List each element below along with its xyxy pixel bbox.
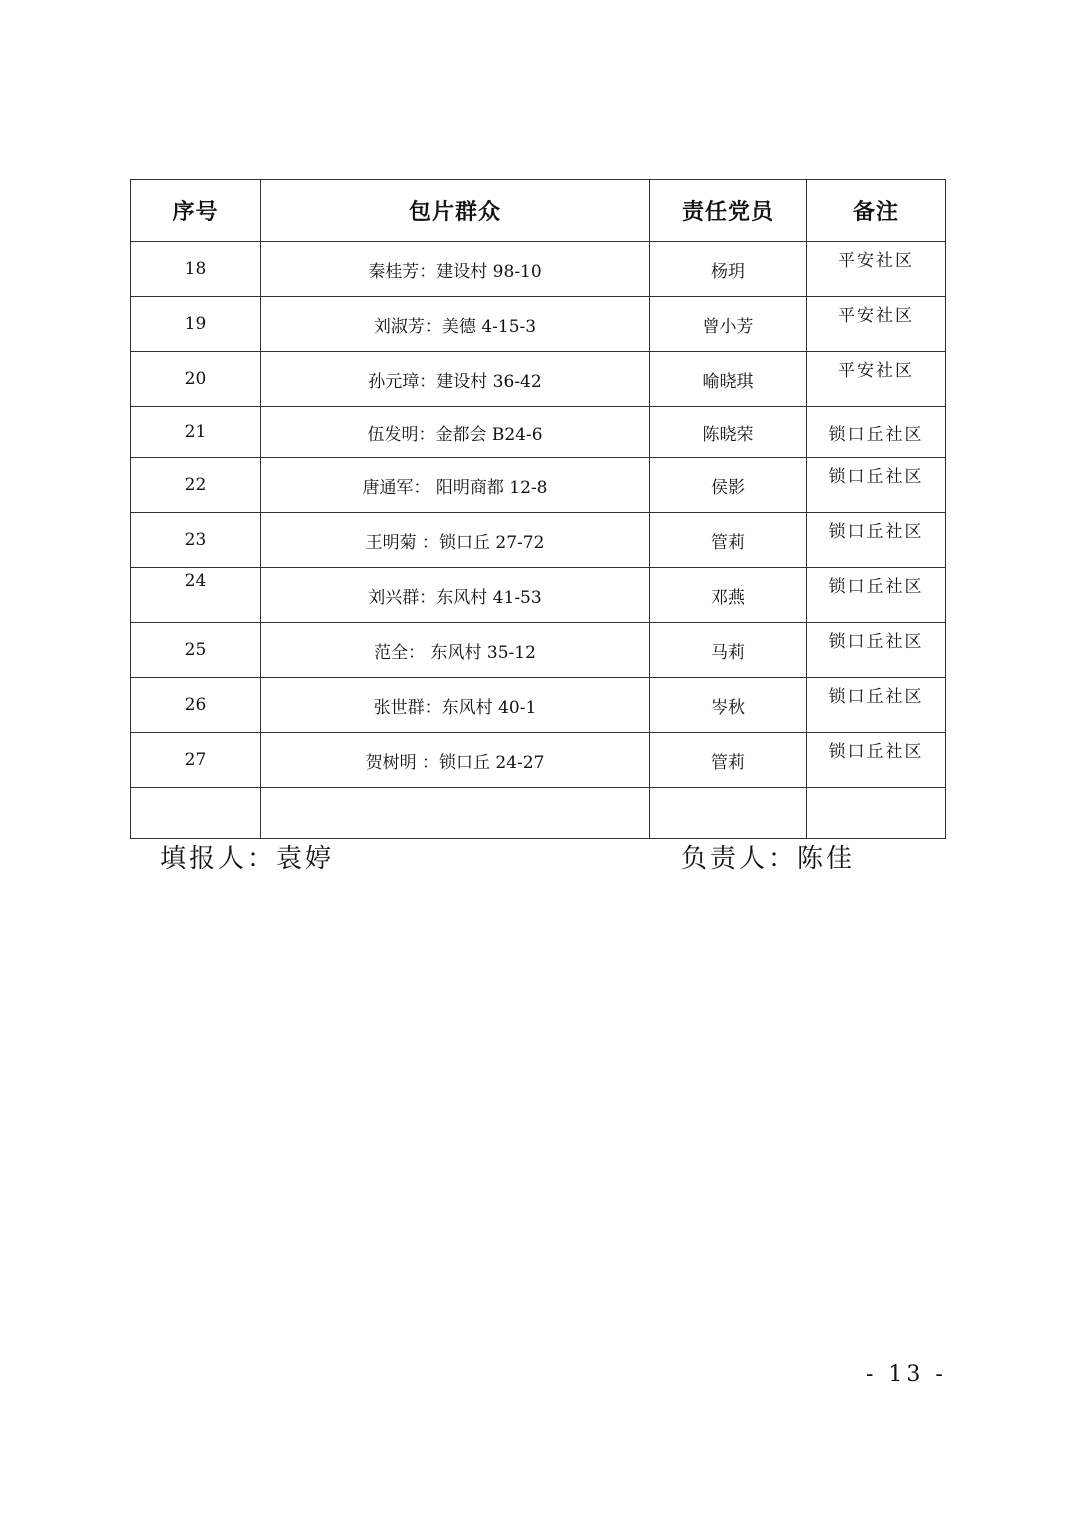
row-no: 20 — [131, 352, 261, 407]
row-no: 26 — [131, 678, 261, 733]
row-member: 岑秋 — [650, 678, 807, 733]
row-member: 马莉 — [650, 623, 807, 678]
header-no: 序号 — [131, 180, 261, 242]
row-member: 曾小芳 — [650, 297, 807, 352]
table-row — [131, 788, 946, 839]
row-no: 23 — [131, 513, 261, 568]
row-note: 锁口丘社区 — [807, 733, 946, 788]
table-row — [131, 513, 946, 568]
row-member: 陈晓荣 — [650, 407, 807, 458]
responsible-signature: 负责人：陈佳 — [681, 844, 856, 874]
table-row — [131, 458, 946, 513]
row-person: 范全： 东风村 35-12 — [261, 623, 650, 678]
row-no: 21 — [131, 407, 261, 458]
table-row — [131, 242, 946, 297]
row-no: 18 — [131, 242, 261, 297]
row-note: 锁口丘社区 — [807, 458, 946, 513]
row-note — [807, 788, 946, 839]
roster-table — [130, 179, 946, 839]
row-note: 平安社区 — [807, 242, 946, 297]
table-row — [131, 407, 946, 458]
row-member: 管莉 — [650, 733, 807, 788]
row-note: 锁口丘社区 — [807, 513, 946, 568]
row-person: 刘兴群：东风村 41-53 — [261, 568, 650, 623]
reporter-signature: 填报人：袁婷 — [160, 844, 335, 874]
row-member — [650, 788, 807, 839]
header-person: 包片群众 — [261, 180, 650, 242]
row-person: 秦桂芳：建设村 98-10 — [261, 242, 650, 297]
row-member: 喻晓琪 — [650, 352, 807, 407]
row-person: 张世群：东风村 40-1 — [261, 678, 650, 733]
table-row — [131, 678, 946, 733]
row-no: 24 — [131, 568, 261, 623]
row-note: 锁口丘社区 — [807, 623, 946, 678]
row-person: 孙元璋：建设村 36-42 — [261, 352, 650, 407]
row-note: 平安社区 — [807, 297, 946, 352]
row-no: 25 — [131, 623, 261, 678]
row-no: 27 — [131, 733, 261, 788]
row-person: 伍发明：金都会 B24-6 — [261, 407, 650, 458]
table-row — [131, 568, 946, 623]
page-number: - 13 - — [866, 1362, 947, 1387]
row-note: 锁口丘社区 — [807, 407, 946, 458]
row-person: 贺树明 ：锁口丘 24-27 — [261, 733, 650, 788]
row-note: 锁口丘社区 — [807, 678, 946, 733]
row-member: 管莉 — [650, 513, 807, 568]
table-row — [131, 297, 946, 352]
row-member: 杨玥 — [650, 242, 807, 297]
header-note: 备注 — [807, 180, 946, 242]
row-note: 锁口丘社区 — [807, 568, 946, 623]
row-no — [131, 788, 261, 839]
table-row — [131, 623, 946, 678]
row-member: 邓燕 — [650, 568, 807, 623]
row-member: 侯影 — [650, 458, 807, 513]
row-note: 平安社区 — [807, 352, 946, 407]
table-row — [131, 733, 946, 788]
row-person — [261, 788, 650, 839]
row-person: 刘淑芳：美德 4-15-3 — [261, 297, 650, 352]
row-person: 唐通军： 阳明商都 12-8 — [261, 458, 650, 513]
row-person: 王明菊 ：锁口丘 27-72 — [261, 513, 650, 568]
row-no: 22 — [131, 458, 261, 513]
table-row — [131, 352, 946, 407]
row-no: 19 — [131, 297, 261, 352]
table-header-row — [131, 180, 946, 242]
header-member: 责任党员 — [650, 180, 807, 242]
